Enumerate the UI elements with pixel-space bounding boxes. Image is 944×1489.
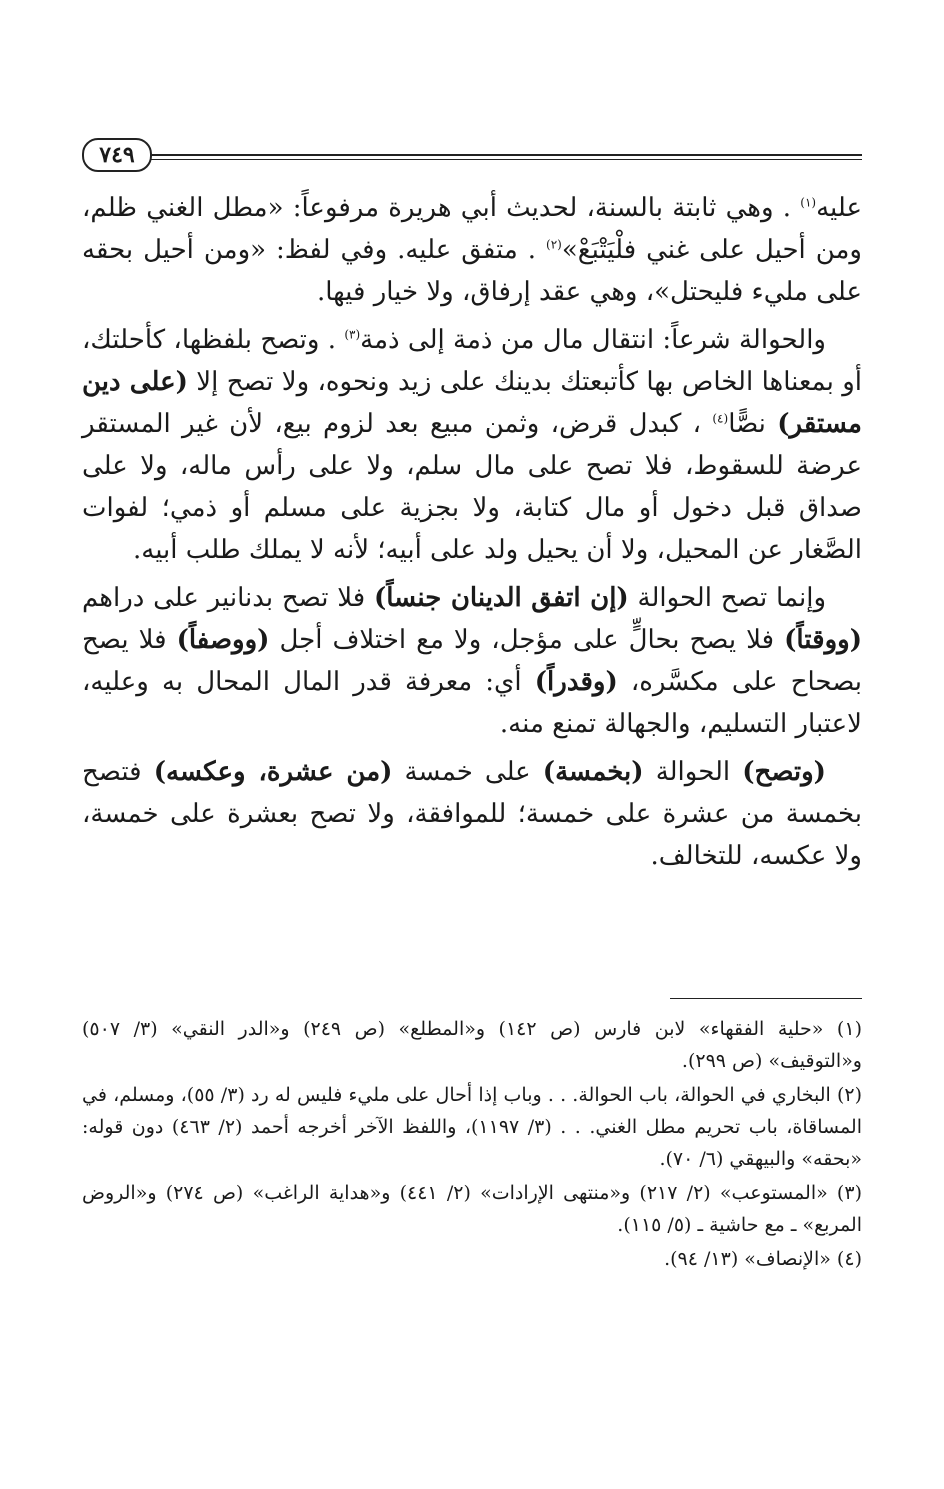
text: . وتصح بلفظها، كأحلتك، أو بمعناها الخاص بها كأتبعتك بدينك على زيد ونحوه، ولا تصح إلا: [82, 325, 862, 397]
footnote-separator: [670, 998, 862, 999]
text: ، كبدل قرض، وثمن مبيع بعد لزوم بيع، لأن غير المستقر عرضة للسقوط، فلا تصح على مال سلم، ولا على رأس ماله، ولا على صداق قبل دخول أو مال كتابة، ولا بجزية على مسلم أو ذمي؛ لفوات الصَّغار عن المحيل، ولا أن يحيل ولد على أبيه؛ لأنه لا يملك طلب أبيه.: [82, 409, 862, 565]
text: فلا يصح بصحاح على مكسَّره،: [82, 625, 862, 697]
bold-term: (إن اتفق الدينان جنساً): [373, 583, 629, 613]
bold-term: (ووصفاً): [176, 625, 270, 655]
footnote-ref-1: (١): [800, 195, 817, 210]
main-text: [82, 187, 862, 883]
text: على خمسة: [392, 757, 543, 787]
footnote-2: (٢) البخاري في الحوالة، باب الحوالة. . . وباب إذا أحال على مليء فليس له رد (٣/ ٥٥)، ومسلم، في المساقاة، باب تحريم مطل الغني. . . (٣/ ١١٩٧)، واللفظ الآخر أخرجه أحمد (٢/ ٤٦٣) دون قوله: «بحقه» والبيهقي (٦/ ٧٠).: [82, 1084, 863, 1170]
bold-term: (ووقتاً): [784, 625, 862, 655]
bold-term: (وقدراً): [534, 667, 618, 697]
text: والحوالة شرعاً: انتقال مال من ذمة إلى ذمة: [360, 325, 826, 355]
text: فلا تصح بدنانير على دراهم: [82, 583, 374, 613]
page-header: [82, 132, 862, 178]
footnote-3: (٣) «المستوعب» (٢/ ٢١٧) و«منتهى الإرادات» (٢/ ٤٤١) و«هداية الراغب» (ص ٢٧٤) و«الروض المربع» ـ مع حاشية ـ (٥/ ١١٥).: [82, 1182, 862, 1236]
footnote-ref-2: (٢): [546, 237, 562, 252]
page-number: ٧٤٩: [99, 142, 135, 168]
text: نصًّا: [728, 409, 778, 439]
paragraph-4: [82, 751, 862, 877]
text: الحوالة: [643, 757, 743, 787]
footnote-1: (١) «حلية الفقهاء» لابن فارس (ص ١٤٢) و«المطلع» (ص ٢٤٩) و«الدر النقي» (٣/ ٥٠٧) و«التوقيف» (ص ٢٩٩).: [82, 1018, 862, 1072]
paragraph-1: [82, 187, 862, 313]
text: وإنما تصح الحوالة: [628, 583, 827, 613]
header-rule-thin: [142, 159, 862, 160]
text: فتصح بخمسة من عشرة على خمسة؛ للموافقة، ولا تصح بعشرة على خمسة، ولا عكسه، للتخالف.: [82, 757, 862, 871]
paragraph-2: [82, 319, 862, 571]
bold-term: (من عشرة، وعكسه): [153, 757, 393, 787]
text: عليه: [816, 193, 862, 223]
text: . وهي ثابتة بالسنة، لحديث أبي هريرة مرفوعاً: «مطل الغني ظلم، ومن أحيل على غني فلْيَتْبَعْ»: [82, 193, 862, 265]
footnote-ref-4: (٤): [712, 411, 729, 426]
header-rule: [142, 154, 862, 156]
footnote-4: (٤) «الإنصاف» (١٣/ ٩٤).: [664, 1248, 862, 1270]
text: أي: معرفة قدر المال المحال به وعليه، لاعتبار التسليم، والجهالة تمنع منه.: [82, 667, 862, 739]
paragraph-3: [82, 577, 862, 745]
page-number-badge: [82, 138, 152, 172]
bold-term: (بخمسة): [542, 757, 644, 787]
text: فلا يصح بحالٍّ على مؤجل، ولا مع اختلاف أجل: [269, 625, 785, 655]
bold-term: (على دين مستقر): [82, 367, 862, 439]
bold-term: (وتصح): [742, 757, 826, 787]
text: . متفق عليه. وفي لفظ: «ومن أحيل بحقه على مليء فليحتل»، وهي عقد إرفاق، ولا خيار فيها.: [82, 235, 862, 307]
footnote-ref-3: (٣): [344, 327, 361, 342]
footnotes: [82, 1013, 862, 1277]
